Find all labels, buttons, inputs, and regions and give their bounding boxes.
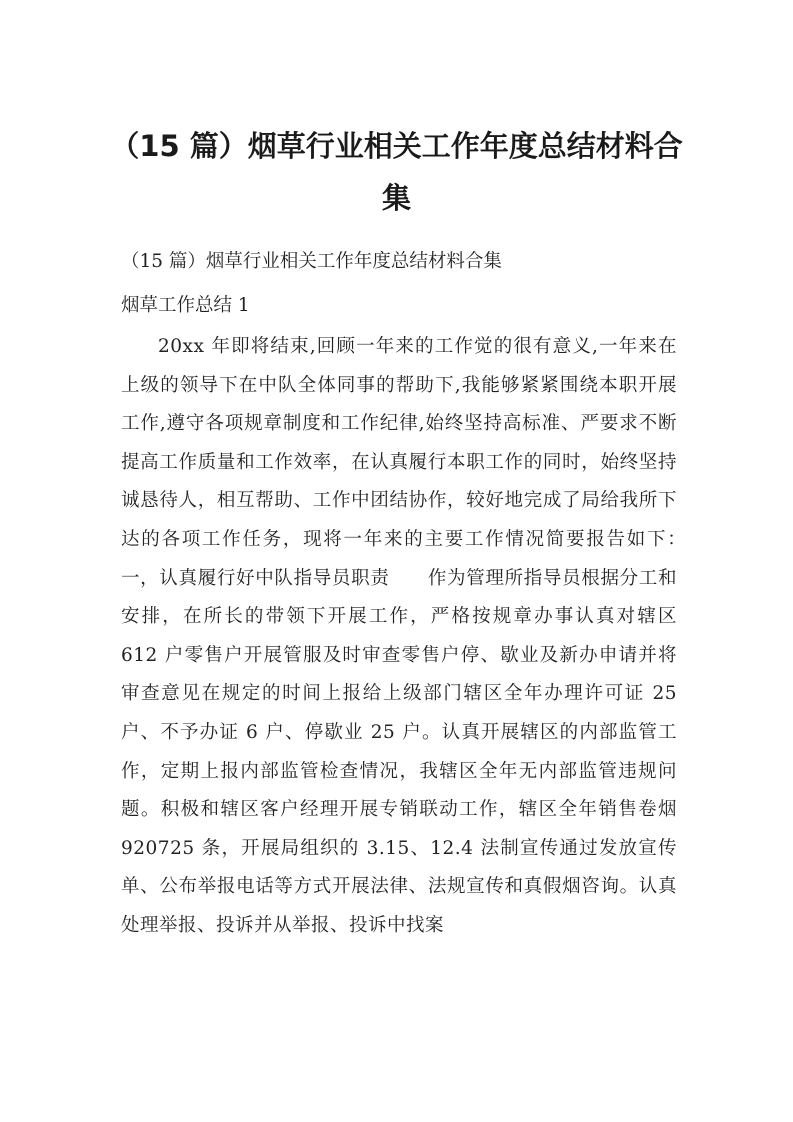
section-heading: 烟草工作总结 1: [121, 295, 250, 316]
document-title: （15 篇）烟草行业相关工作年度总结材料合集: [110, 129, 683, 215]
document-subtitle: （15 篇）烟草行业相关工作年度总结材料合集: [121, 251, 502, 272]
body-paragraph: 20xx 年即将结束,回顾一年来的工作觉的很有意义,一年来在上级的领导下在中队全体同事的帮助下,我能够紧紧围绕本职开展工作,遵守各项规章制度和工作纪律,始终坚持高标准、严要求不断提高工作质量和工作效率，在认真履行本职工作的同时，始终坚持诚恳待人，相互帮助、工作中团结协作，较好地完成了局给我所下达的各项工作任务，现将一年来的主要工作情况简要报告如下： 一，认真履行好中队指导员职责 作为管理所指导员根据分工和安排，在所长的带领下开展工作，严格按规章办事认真对辖区 612 户零售户开展管服及时审查零售户停、歇业及新办申请并将审查意见在规定的时间上报给上级部门辖区全年办理许可证 25户、不予办证 6 户、停歇业 25 户。认真开展辖区的内部监管工作，定期上报内部监管检查情况，我辖区全年无内部监管违规问题。积极和辖区客户经理开展专销联动工作，辖区全年销售卷烟 920725 条，开展局组织的 3.15、12.4 法制宣传通过发放宣传单、公布举报电话等方式开展法律、法规宣传和真假烟咨询。认真处理举报、投诉并从举报、投诉中找案: [121, 336, 716, 936]
